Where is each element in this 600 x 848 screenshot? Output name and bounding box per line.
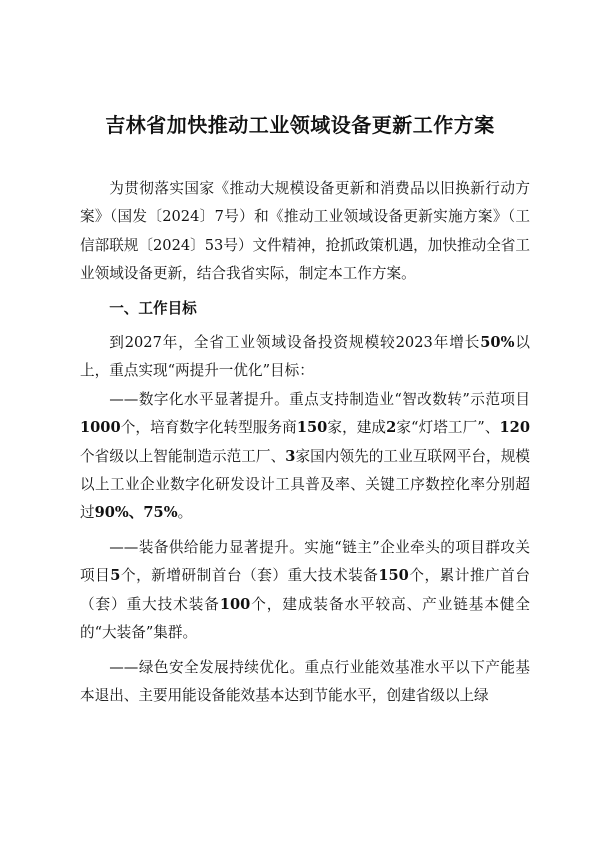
text-run: 以上，重点实现“两提升一优化”目标： — [80, 334, 530, 380]
text-run: 家“灯塔工厂”、 — [396, 419, 500, 437]
bold-figure: 2 — [386, 419, 397, 437]
section-heading-goals: 一、工作目标 — [109, 299, 197, 317]
goal-item-heading: ——装备供给能力显著提升。 — [109, 538, 305, 556]
document-body — [80, 175, 530, 710]
text-run: 家，建成 — [327, 419, 387, 437]
bold-figure: 120 — [499, 419, 530, 437]
document-title: 吉林省加快推动工业领域设备更新工作方案 — [105, 113, 495, 137]
bold-figure: 1000 — [80, 419, 121, 437]
bold-figure: 150 — [378, 567, 409, 585]
text-run: 。 — [177, 504, 193, 522]
goal-item-digital — [80, 386, 530, 528]
text-run: 重点行业能效基准水平以下产能基本退出、主要用能设备能效基本达到节能水平，创建省级以上绿 — [80, 658, 530, 704]
text-run: 个，培育数字化转型服务商 — [120, 419, 297, 437]
bold-figure: 5 — [110, 567, 121, 585]
text-run: 个，累计推广首台（套）重大技术装备 — [80, 567, 530, 613]
text-run: 家国内领先的工业互联网平台，规模以上工业企业数字化研发设计工具普及率、关键工序数控化率分别超过 — [80, 447, 530, 522]
text-run: 个省级以上智能制造示范工厂、 — [80, 447, 286, 465]
bold-figure: 150 — [296, 419, 328, 437]
text-run: 个，建成装备水平较高、产业链基本健全的“大装备”集群。 — [80, 595, 530, 642]
text-run: 重点支持制造业“智改数转”示范项目 — [289, 390, 530, 408]
bold-figure: 3 — [285, 447, 296, 465]
goal-item-green — [80, 654, 530, 711]
text-run: 到2027年，全省工业领域设备投资规模较2023年增长 — [109, 334, 481, 352]
text-run: 实施“链主”企业牵头的项目群攻关项目 — [80, 538, 530, 585]
goal-item-equipment — [80, 534, 530, 648]
intro-paragraph: 为贯彻落实国家《推动大规模设备更新和消费品以旧换新行动方案》（国发〔2024〕7号）和《推动工业领域设备更新实施方案》（工信部联规〔2024〕53号）文件精神，抢抓政策机遇，加快推动全省工业领域设备更新，结合我省实际，制定本工作方案。 — [80, 180, 530, 283]
text-run: 个，新增研制首台（套）重大技术装备 — [120, 567, 379, 585]
bold-figure: 50% — [480, 334, 515, 352]
goals-lead-paragraph — [80, 329, 530, 386]
bold-figure: 100 — [219, 595, 251, 613]
goal-item-heading: ——绿色安全发展持续优化。 — [109, 658, 305, 676]
bold-figure: 90%、75% — [94, 504, 178, 522]
goal-item-heading: ——数字化水平显著提升。 — [109, 390, 290, 408]
